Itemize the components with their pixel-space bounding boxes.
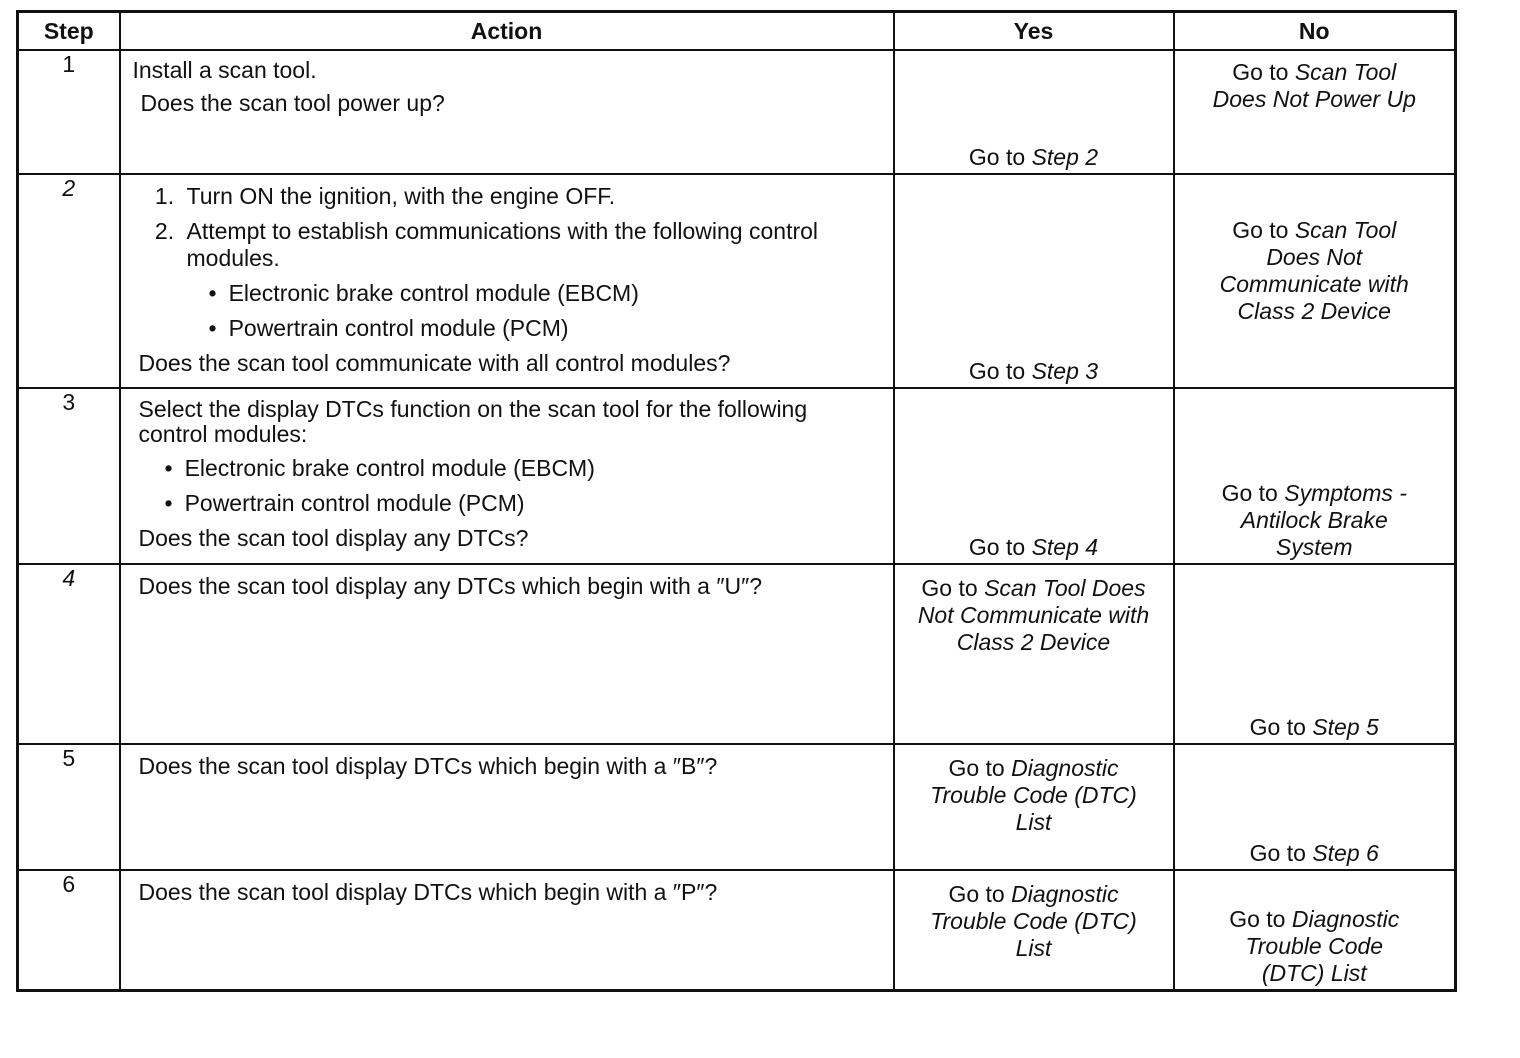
yes-prefix: Go to [948,881,1005,907]
action-cell [120,174,894,388]
no-target: Step 5 [1312,714,1379,740]
yes-prefix: Go to [921,575,978,601]
yes-target: Scan Tool Does Not Communicate with Class 2 Device [917,575,1150,655]
action-question: Does the scan tool display any DTCs which begin with a ″U″? [138,573,763,599]
action-intro: Install a scan tool. [132,57,317,83]
no-target: Scan Tool Does Not Power Up [1212,59,1416,112]
yes-cell [894,388,1174,564]
yes-cell [894,744,1174,870]
no-cell [1174,50,1456,174]
step-number: 5 [18,744,120,870]
action-cell [120,870,894,990]
yes-target: Step 4 [1031,534,1099,560]
action-bullets [139,455,883,517]
no-prefix: Go to [1229,905,1286,932]
action-step-item: 2. Attempt to establish communications with the following control modules. [181,218,883,272]
yes-cell [894,174,1174,388]
action-bullets [139,280,883,342]
table-row-step-5 [18,744,1456,870]
yes-cell [894,870,1174,990]
action-bullet-item: • Powertrain control module (PCM) [165,490,883,517]
yes-target: Diagnostic Trouble Code (DTC) List [930,755,1137,835]
yes-prefix: Go to [968,144,1026,170]
header-no: No [1174,12,1456,51]
action-question: Does the scan tool power up? [140,90,445,116]
step-number: 1 [18,50,120,174]
action-cell [120,564,894,744]
yes-answer [895,745,1173,836]
no-answer [1175,51,1455,113]
no-prefix: Go to [1232,59,1289,85]
step-number: 2 [18,174,120,388]
action-cell [120,388,894,564]
action-bullet-item: • Powertrain control module (PCM) [209,315,883,342]
action-question: Does the scan tool display any DTCs? [138,525,529,551]
diagnostic-table [16,10,1457,992]
table-row-step-6 [18,870,1456,990]
yes-target: Diagnostic Trouble Code (DTC) List [930,881,1137,961]
header-action: Action [120,12,894,51]
no-target: Symptoms - Antilock Brake System [1240,480,1407,560]
no-prefix: Go to [1249,714,1306,740]
no-cell [1174,870,1456,990]
no-prefix: Go to [1221,480,1278,506]
table-row-step-1 [18,50,1456,174]
yes-answer [895,534,1173,561]
no-answer [1175,906,1455,987]
action-question: Does the scan tool communicate with all control modules? [138,350,731,376]
no-cell [1174,388,1456,564]
no-prefix: Go to [1232,217,1289,243]
yes-answer [895,871,1173,962]
action-bullet-item: • Electronic brake control module (EBCM) [209,280,883,307]
yes-cell [894,50,1174,174]
header-yes: Yes [894,12,1174,51]
yes-answer [895,565,1173,656]
step-number: 4 [18,564,120,744]
action-intro: Select the display DTCs function on the scan tool for the following control modules: [138,396,808,447]
table-row-step-3 [18,388,1456,564]
yes-cell [894,564,1174,744]
action-steps [139,183,883,272]
no-prefix: Go to [1249,840,1306,866]
no-answer [1175,714,1455,741]
yes-answer [895,144,1173,171]
yes-target: Step 3 [1031,358,1099,384]
yes-prefix: Go to [968,534,1026,560]
no-answer [1175,840,1455,867]
header-step: Step [18,12,120,51]
step-number: 6 [18,870,120,990]
action-cell [120,744,894,870]
no-target: Diagnostic Trouble Code (DTC) List [1245,905,1400,986]
table-row-step-4 [18,564,1456,744]
no-answer [1175,175,1455,325]
yes-answer [895,358,1173,385]
no-target: Scan Tool Does Not Communicate with Class 2 Device [1219,217,1409,324]
action-question: Does the scan tool display DTCs which begin with a ″B″? [138,753,718,779]
step-number: 3 [18,388,120,564]
action-step-item: 1. Turn ON the ignition, with the engine OFF. [181,183,883,210]
yes-prefix: Go to [968,358,1026,384]
yes-target: Step 2 [1031,144,1099,170]
no-answer [1175,480,1455,561]
table-row-step-2 [18,174,1456,388]
action-bullet-item: • Electronic brake control module (EBCM) [165,455,883,482]
header-row [18,12,1456,51]
action-cell [120,50,894,174]
no-cell [1174,174,1456,388]
no-cell [1174,744,1456,870]
no-target: Step 6 [1312,840,1379,866]
action-question: Does the scan tool display DTCs which begin with a ″P″? [138,879,718,905]
yes-prefix: Go to [948,755,1005,781]
no-cell [1174,564,1456,744]
